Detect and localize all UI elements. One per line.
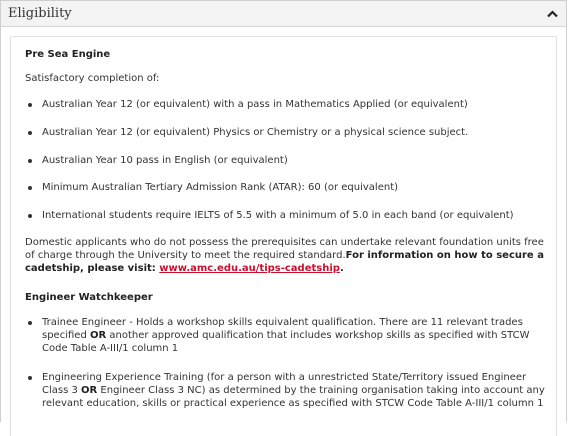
list-item: Australian Year 10 pass in English (or equivalent) — [25, 154, 550, 167]
cadetship-text: For information on how to secure a cadetship, please visit: — [25, 250, 544, 274]
bullet-icon — [28, 376, 32, 380]
chevron-up-icon[interactable] — [546, 8, 558, 20]
accordion-panel — [10, 36, 557, 436]
list-item: International students require IELTS of 5.5 with a minimum of 5.0 in each band (or equivalent) — [25, 209, 550, 222]
pre-sea-intro: Satisfactory completion of: — [25, 73, 160, 84]
pre-sea-heading: Pre Sea Engine — [25, 49, 111, 60]
list-item: Australian Year 12 (or equivalent) Physics or Chemistry or a physical science subject. — [25, 126, 550, 139]
bullet-icon — [28, 321, 32, 325]
bullet-icon — [28, 159, 32, 163]
bullet-icon — [28, 186, 32, 190]
accordion-header[interactable] — [1, 1, 566, 27]
domestic-applicants-paragraph — [25, 236, 545, 275]
list-item: Engineering Experience Training (for a person with a unrestricted State/Territory issued Engineer Class 3 OR Engineer Class 3 NC) as determined by the training organisation taking into account any relevant education, skills or practical experience as specified with STCW Code Table A-III/1 column 1 — [25, 371, 550, 410]
bullet-icon — [28, 214, 32, 218]
domestic-text: Domestic applicants who do not possess the prerequisites can undertake relevant foundation units free of charge through the University to meet the required standard. — [25, 237, 544, 261]
watchkeeper-heading: Engineer Watchkeeper — [25, 292, 153, 303]
cadetship-end: . — [339, 263, 344, 274]
list-item: Australian Year 12 (or equivalent) with a pass in Mathematics Applied (or equivalent) — [25, 98, 550, 111]
bullet-icon — [28, 131, 32, 135]
list-item: Minimum Australian Tertiary Admission Rank (ATAR): 60 (or equivalent) — [25, 181, 550, 194]
bullet-icon — [28, 103, 32, 107]
list-item: Trainee Engineer - Holds a workshop skills equivalent qualification. There are 11 relevant trades specified OR another approved qualification that includes workshop skills as specified with STCW Code Table A-III/1 column 1 — [25, 316, 550, 355]
accordion-title: Eligibility — [8, 6, 72, 21]
cadetship-link[interactable]: www.amc.edu.au/tips-cadetship — [159, 263, 340, 274]
